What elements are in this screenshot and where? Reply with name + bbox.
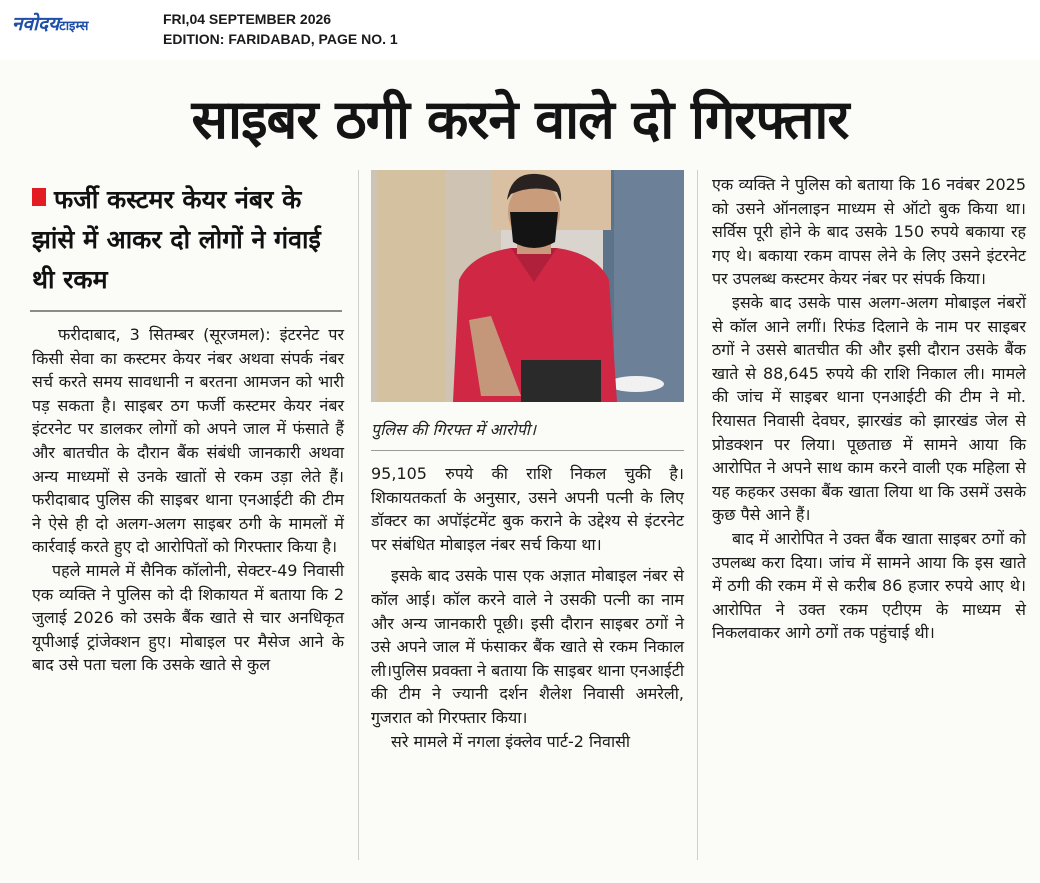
edition-info: [163, 9, 398, 49]
subheading-text: फर्जी कस्टमर केयर नंबर के झांसे में आकर दो लोगों ने गंवाई थी रकम: [32, 185, 321, 294]
photo-caption: पुलिस की गिरफ्त में आरोपी।: [371, 420, 537, 439]
logo-sub-text: टाइम्स: [59, 19, 89, 34]
article-column-1: [32, 323, 344, 677]
newspaper-logo[interactable]: [12, 10, 88, 36]
article-photo: [371, 170, 684, 402]
logo-main-text: नवोदय: [12, 13, 60, 35]
top-bar: [0, 0, 1040, 61]
date-line: FRI,04 SEPTEMBER 2026: [163, 11, 332, 27]
article-column-2: [371, 462, 684, 753]
column-divider: [358, 170, 359, 860]
subheading-divider: [30, 310, 342, 312]
headline: साइबर ठगी करने वाले दो गिरफ्तार: [191, 88, 849, 151]
article-column-3: [712, 173, 1026, 645]
paragraph: 95,105 रुपये की राशि निकल चुकी है। शिकायतकर्ता के अनुसार, उसने अपनी पत्नी के लिए डॉक्टर का अपॉइंटमेंट बुक कराने के उद्देश्य से इंटरनेट पर संबंधित मोबाइल नंबर सर्च किया था।: [371, 464, 684, 554]
red-bullet-icon: [32, 188, 46, 206]
paragraph: इसके बाद उसके पास एक अज्ञात मोबाइल नंबर से कॉल आई। कॉल करने वाले ने उसकी पत्नी का नाम और अन्य जानकारी पूछी। इसी दौरान साइबर ठगों ने उसे अपने जाल में फंसाकर बैंक खाते से रकम निकाल ली।पुलिस प्रवक्ता ने बताया कि साइबर थाना एनआईटी की टीम ने ज्यानी दर्शन शैलेश निवासी अमरेली, गुजरात को गिरफ्तार किया।: [371, 566, 684, 727]
arrested-accused-photo: [371, 170, 684, 402]
column-divider: [697, 170, 698, 860]
paragraph: सरे मामले में नगला इंक्लेव पार्ट-2 निवासी: [391, 731, 631, 751]
paragraph: इसके बाद उसके पास अलग-अलग मोबाइल नंबरों से कॉल आने लगीं। रिफंड दिलाने के नाम पर साइबर ठगों ने उससे बातचीत की और इसी दौरान उसके बैंक खाते से 88,645 रुपये की राशि निकाल ली। मामले की जांच में साइबर थाना एनआईटी की टीम ने मो. रियासत निवासी देवघर, झारखंड को झारखंड जेल से प्रोडक्शन पर लिया। पूछताछ में सामने आया कि आरोपित ने अपने साथ काम करने वाली एक महिला से यह कहकर उसका बैंक खाता लिया था कि उसमें उसके कुछ पैसे आने हैं।: [712, 292, 1026, 525]
subheading: [32, 180, 350, 300]
caption-divider: [371, 450, 684, 451]
paragraph: पहले मामले में सैनिक कॉलोनी, सेक्टर-49 निवासी एक व्यक्ति ने पुलिस को दी शिकायत में बताया कि 2 जुलाई 2026 को उसके बैंक खाते से चार अनधिकृत यूपीआई ट्रांजेक्शन हुए। मोबाइल पर मैसेज आने के बाद उसे पता चला कि उसके खाते से कुल: [32, 560, 344, 675]
paragraph: फरीदाबाद, 3 सितम्बर (सूरजमल): इंटरनेट पर किसी सेवा का कस्टमर केयर नंबर अथवा संपर्क नंबर सर्च करते समय सावधानी न बरतना आमजन को भारी पड़ सकता है। साइबर ठग फर्जी कस्टमर केयर नंबर इंटरनेट पर डालकर लोगों को अपने जाल में फंसाते हैं और बातचीत के दौरान बैंक संबंधी जानकारी अथवा अन्य माध्यमों से उनके खातों से रकम उड़ा लेते हैं। फरीदाबाद पुलिस की साइबर थाना एनआईटी की टीम ने ऐसे ही दो अलग-अलग साइबर ठगी के मामलों में कार्रवाई करते हुए दो आरोपितों को गिरफ्तार किया है।: [32, 325, 344, 557]
paragraph: एक व्यक्ति ने पुलिस को बताया कि 16 नवंबर 2025 को उसने ऑनलाइन माध्यम से ऑटो बुक किया था। सर्विस पूरी होने के बाद उसके 150 रुपये बकाया रह गए थे। बकाया रकम वापस लेने के लिए उसने इंटरनेट पर उपलब्ध कस्टमर केयर नंबर पर संपर्क किया।: [712, 175, 1026, 289]
paragraph: बाद में आरोपित ने उक्त बैंक खाता साइबर ठगों को उपलब्ध करा दिया। जांच में सामने आया कि इस खाते में ठगी की रकम में से करीब 86 हजार रुपये आए थे। आरोपित ने उक्त रकम एटीएम के माध्यम से निकलवाकर आगे ठगों तक पहुंचाई थी।: [712, 528, 1026, 643]
edition-line: EDITION: FARIDABAD, PAGE NO. 1: [163, 31, 398, 47]
